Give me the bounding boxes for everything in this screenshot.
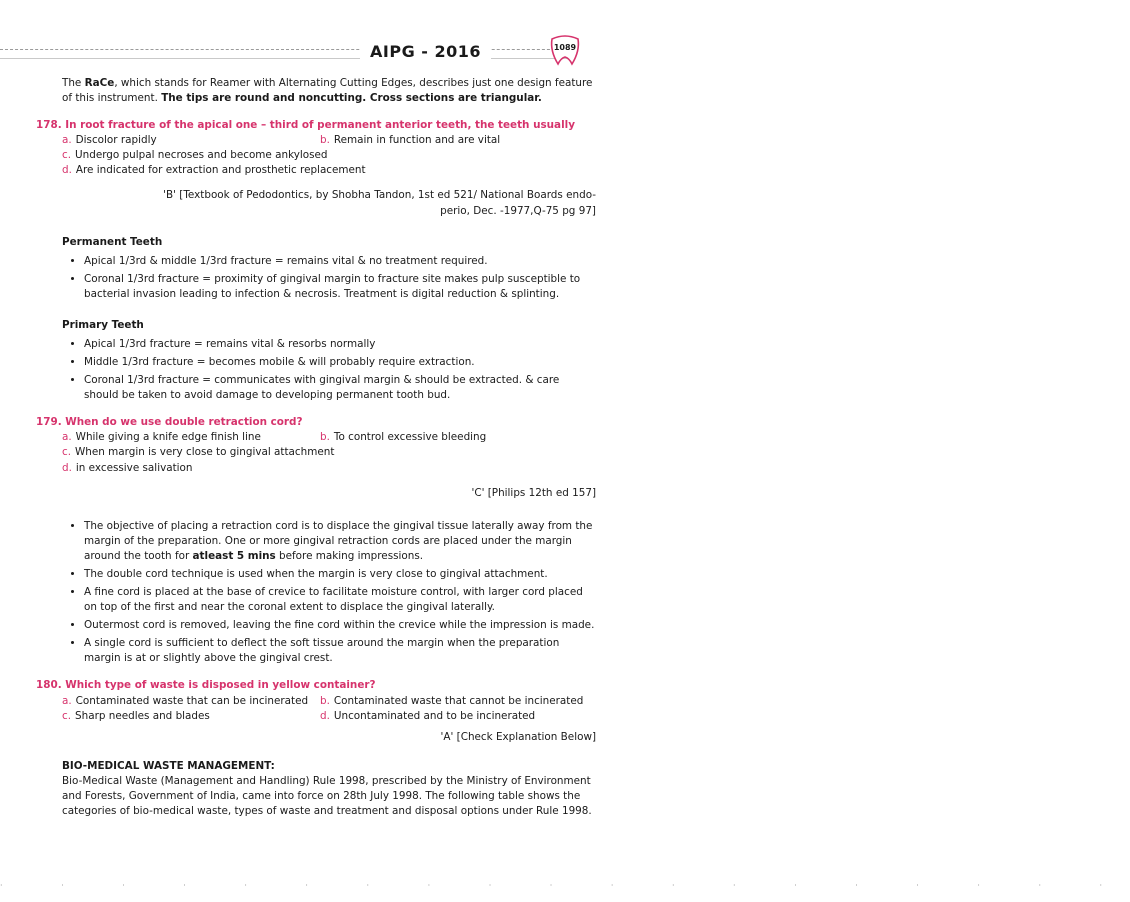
list-item: • Middle 1/3rd fracture = becomes mobile & will probably require extraction. — [84, 355, 596, 370]
option-180-a: a. Contaminated waste that can be incinerated — [62, 694, 309, 707]
reference-180: 'A' [Check Explanation Below] — [440, 730, 596, 743]
reference-178: 'B' [Textbook of Pedodontics, by Shobha Tandon, 1st ed 521/ National Boards endo-perio, Dec. -1977,Q-75 pg 97] — [163, 189, 596, 217]
option-178-c: c. Undergo pulpal necroses and become ankylosed — [62, 149, 328, 162]
biomedical-waste-heading: BIO-MEDICAL WASTE MANAGEMENT: — [62, 759, 275, 772]
list-item: • Coronal 1/3rd fracture = communicates with gingival margin & should be extracted. & care should be taken to avoid damage to developing permanent tooth bud. — [84, 373, 596, 403]
option-179-a: a. While giving a knife edge finish line — [62, 431, 261, 444]
list-item: • A single cord is sufficient to deflect the soft tissue around the margin when the preparation margin is at or slightly above the gingival crest. — [84, 636, 596, 666]
reference-179: 'C' [Philips 12th ed 157] — [471, 486, 596, 499]
list-item: • Coronal 1/3rd fracture = proximity of gingival margin to fracture site makes pulp susceptible to bacterial invasion leading to infection & necrosis. Treatment is digital reduction & splinting. — [84, 272, 596, 302]
page-number: 1089 — [553, 43, 577, 52]
option-179-b: b. To control excessive bleeding — [320, 431, 487, 444]
page-header-title: AIPG - 2016 — [360, 40, 491, 63]
list-item: • Apical 1/3rd fracture = remains vital & resorbs normally — [84, 337, 596, 352]
options-180 — [62, 694, 596, 724]
option-178-d: d. Are indicated for extraction and prosthetic replacement — [62, 164, 366, 177]
option-180-c: c. Sharp needles and blades — [62, 709, 210, 722]
list-item: • The objective of placing a retraction cord is to displace the gingival tissue laterally away from the margin of the preparation. One or more gingival retraction cords are placed under the margin around the tooth for atleast 5 mins before making impressions. — [84, 519, 596, 564]
option-178-b: b. Remain in function and are vital — [320, 134, 501, 147]
option-180-b: b. Contaminated waste that cannot be incinerated — [320, 694, 584, 707]
intro-bold-text: The tips are round and noncutting. Cross sections are triangular. — [161, 92, 542, 105]
primary-teeth-heading: Primary Teeth — [62, 318, 144, 331]
question-178: 178. In root fracture of the apical one – third of permanent anterior teeth, the teeth usually — [36, 119, 575, 132]
question-180: 180. Which type of waste is disposed in yellow container? — [36, 679, 376, 692]
options-178 — [62, 133, 596, 178]
primary-teeth-list — [36, 337, 596, 403]
option-179-c: c. When margin is very close to gingival attachment — [62, 446, 335, 459]
intro-paragraph: The RaCe, which stands for Reamer with Alternating Cutting Edges, describes just one design feature of this instrument. The tips are round and noncutting. Cross sections are triangular. — [62, 77, 593, 105]
list-item: • Apical 1/3rd & middle 1/3rd fracture = remains vital & no treatment required. — [84, 254, 596, 269]
biomedical-waste-paragraph: Bio-Medical Waste (Management and Handling) Rule 1998, prescribed by the Ministry of Environment and Forests, Government of India, came into force on 28th July 1998. The following table shows the categories of bio-medical waste, types of waste and treatment and disposal options under Rule 1998. — [62, 774, 592, 817]
permanent-teeth-heading: Permanent Teeth — [62, 235, 163, 248]
question-179: 179. When do we use double retraction cord? — [36, 416, 303, 429]
option-179-d: d. in excessive salivation — [62, 461, 193, 474]
option-180-d: d. Uncontaminated and to be incinerated — [320, 709, 536, 722]
scan-speckles: · · · · · · · · · · · · · · · · · · · — [0, 881, 1130, 890]
retraction-cord-list — [36, 519, 596, 667]
page-content — [36, 76, 596, 819]
list-item: • The double cord technique is used when the margin is very close to gingival attachment. — [84, 567, 596, 582]
list-item: • Outermost cord is removed, leaving the fine cord within the crevice while the impression is made. — [84, 618, 596, 633]
options-179 — [62, 430, 596, 475]
permanent-teeth-list — [36, 254, 596, 302]
option-178-a: a. Discolor rapidly — [62, 134, 157, 147]
list-item: • A fine cord is placed at the base of crevice to facilitate moisture control, with larger cord placed on top of the first and near the coronal extent to displace the gingival laterally. — [84, 585, 596, 615]
race-term: RaCe — [84, 77, 115, 89]
